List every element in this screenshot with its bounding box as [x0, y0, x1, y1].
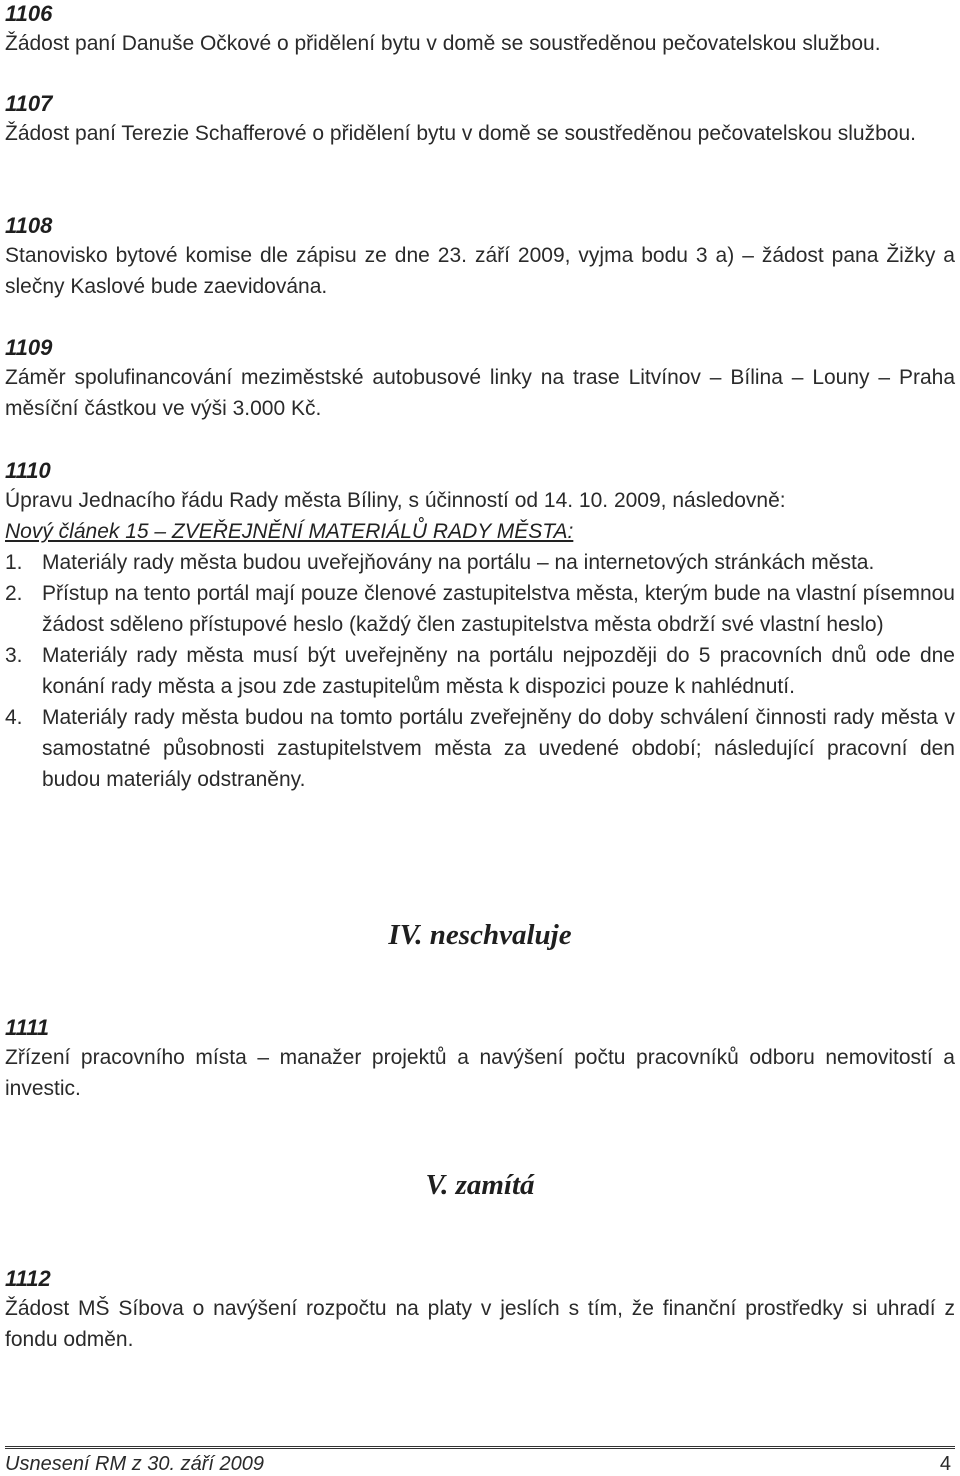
list-item-number: 4. [5, 706, 23, 729]
footer-divider [5, 1446, 955, 1449]
item-number: 1110 [5, 458, 51, 483]
item-1112 [5, 1265, 955, 1355]
item-number: 1107 [5, 91, 53, 116]
article-title: Nový článek 15 – ZVEŘEJNĚNÍ MATERIÁLŮ RADY MĚSTA: [5, 520, 574, 543]
item-1110 [5, 457, 955, 795]
item-1107 [5, 90, 955, 149]
item-number: 1112 [5, 1266, 51, 1291]
page-number: 4 [939, 1453, 951, 1475]
document-page [5, 0, 955, 1475]
footer-title: Usnesení RM z 30. září 2009 [5, 1453, 265, 1475]
item-1106 [5, 0, 955, 59]
item-text: Záměr spolufinancování meziměstské autobusové linky na trase Litvínov – Bílina – Louny – Praha měsíční částkou ve výši 3.000 Kč. [5, 366, 955, 420]
list-item-number: 3. [5, 644, 23, 667]
item-text: Žádost MŠ Síbova o navýšení rozpočtu na platy v jeslích s tím, že finanční prostředky si uhradí z fondu odměn. [5, 1297, 955, 1351]
item-1111 [5, 1014, 955, 1104]
item-1108 [5, 212, 955, 302]
list-item [5, 640, 955, 702]
list-item-text: Přístup na tento portál mají pouze členové zastupitelstva města, kterým bude na vlastní písemnou žádost sděleno přístupové heslo (každý člen zastupitelstva města obdrží své vlastní heslo) [42, 582, 955, 636]
item-text: Úpravu Jednacího řádu Rady města Bíliny, s účinností od 14. 10. 2009, následovně: [5, 489, 786, 512]
list-item [5, 578, 955, 640]
list-item-text: Materiály rady města budou uveřejňovány na portálu – na internetových stránkách města. [42, 551, 875, 574]
item-number: 1106 [5, 1, 53, 26]
list-item-text: Materiály rady města budou na tomto portálu zveřejněny do doby schválení činnosti rady města v samostatné působnosti zastupitelstvem města za uvedené období; následující pracovní den budou materiály odstraněny. [42, 706, 955, 791]
item-number: 1111 [5, 1015, 50, 1040]
item-number: 1108 [5, 213, 53, 238]
item-text: Stanovisko bytové komise dle zápisu ze dne 23. září 2009, vyjma bodu 3 a) – žádost pana Žižky a slečny Kaslové bude zaevidována. [5, 244, 955, 298]
article-points [5, 547, 955, 795]
item-text: Žádost paní Terezie Schafferové o přidělení bytu v domě se soustředěnou pečovatelskou službou. [5, 122, 916, 145]
item-text: Žádost paní Danuše Očkové o přidělení bytu v domě se soustředěnou pečovatelskou službou. [5, 32, 881, 55]
list-item-number: 1. [5, 551, 23, 574]
list-item [5, 547, 955, 578]
item-number: 1109 [5, 335, 53, 360]
section-heading-iv: IV. neschvaluje [388, 919, 572, 951]
list-item [5, 702, 955, 795]
section-heading-v: V. zamítá [425, 1169, 535, 1201]
list-item-text: Materiály rady města musí být uveřejněny na portálu nejpozději do 5 pracovních dnů ode dne konání rady města a jsou zde zastupitelům města k dispozici pouze k nahlédnutí. [42, 644, 955, 698]
item-text: Zřízení pracovního místa – manažer projektů a navýšení počtu pracovníků odboru nemovitostí a investic. [5, 1046, 955, 1100]
item-1109 [5, 334, 955, 424]
list-item-number: 2. [5, 582, 23, 605]
